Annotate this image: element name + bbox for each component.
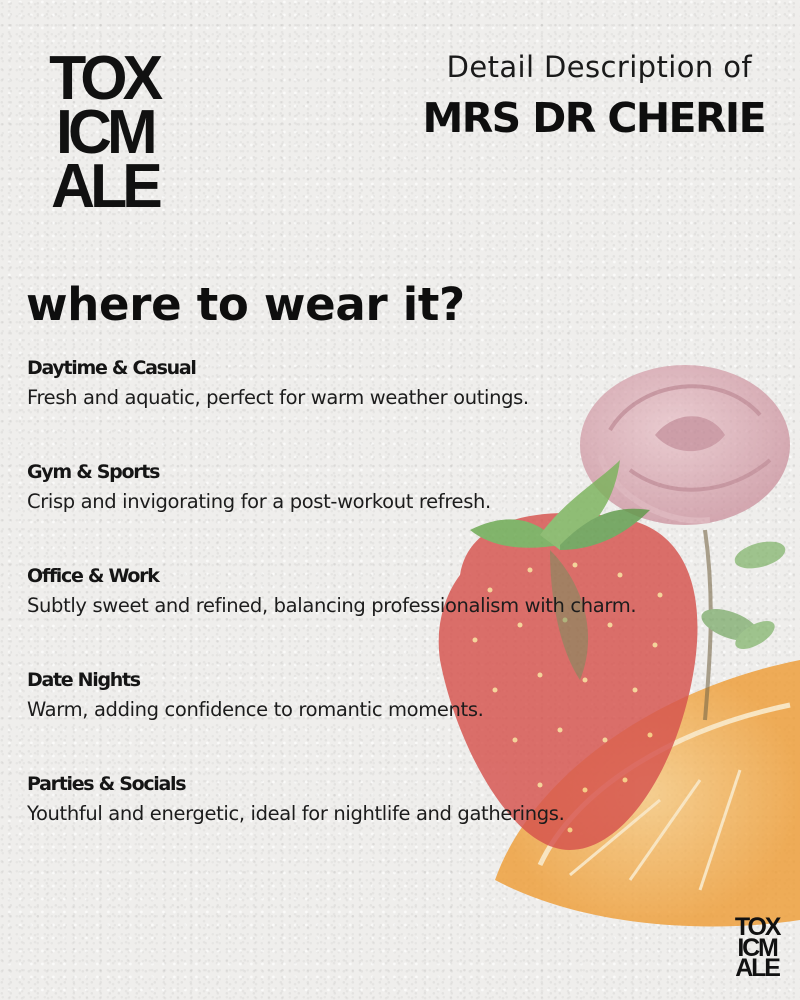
occasion-item bbox=[27, 456, 727, 560]
occasion-item bbox=[27, 768, 727, 872]
occasion-description: Crisp and invigorating for a post-workout refresh. bbox=[27, 490, 491, 513]
footer-logo-line-3: ALE bbox=[735, 954, 779, 982]
occasion-description: Subtly sweet and refined, balancing professionalism with charm. bbox=[27, 594, 637, 617]
logo-line-2: ICM bbox=[55, 98, 153, 167]
occasion-title: Parties & Socials bbox=[27, 773, 186, 795]
header-subtitle: Detail Description of bbox=[446, 50, 752, 84]
footer-logo-line-2: ICM bbox=[737, 933, 777, 962]
occasion-item bbox=[27, 664, 727, 768]
occasion-item bbox=[27, 352, 727, 456]
occasion-title: Daytime & Casual bbox=[27, 357, 196, 379]
occasion-title: Date Nights bbox=[27, 669, 140, 691]
occasion-item bbox=[27, 560, 727, 664]
product-name: MRS DR CHERIE bbox=[422, 94, 765, 142]
section-heading: where to wear it? bbox=[26, 278, 465, 331]
occasion-description: Warm, adding confidence to romantic moments. bbox=[27, 698, 484, 721]
logo-line-1: TOX bbox=[49, 44, 159, 113]
occasion-title: Office & Work bbox=[27, 565, 159, 587]
occasion-title: Gym & Sports bbox=[27, 461, 160, 483]
footer-logo-line-1: TOX bbox=[734, 913, 780, 941]
occasion-description: Fresh and aquatic, perfect for warm weather outings. bbox=[27, 386, 529, 409]
logo-line-3: ALE bbox=[50, 152, 158, 221]
occasion-list bbox=[27, 352, 727, 872]
occasion-description: Youthful and energetic, ideal for nightlife and gatherings. bbox=[27, 802, 565, 825]
footer-logo bbox=[733, 913, 781, 982]
brand-logo bbox=[40, 44, 168, 221]
